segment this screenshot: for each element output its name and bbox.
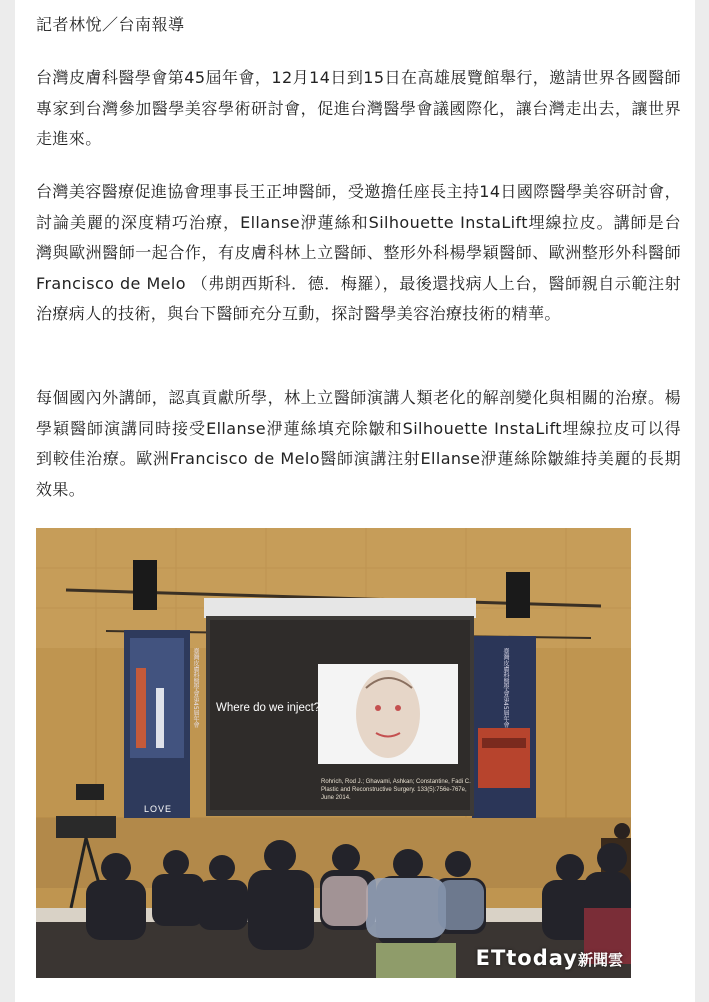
banner-love-text: LOVE: [144, 804, 173, 814]
article-byline: 記者林悅／台南報導: [36, 15, 185, 34]
article-paragraph-1: 台灣皮膚科醫學會第45屆年會，12月14日到15日在高雄展覽館舉行，邀請世界各國醫師專家到台灣參加醫學美容學術研討會，促進台灣醫學會議國際化，讓台灣走出去，讓世界走進來。: [36, 68, 681, 148]
article-card: [15, 0, 695, 1002]
banner-left-text: 臺灣皮膚科醫學會第45屆年會: [192, 648, 199, 728]
conference-photo-illustration: [36, 528, 631, 978]
slide-citation: Rohrich, Rod J.; Ghavami, Ashkan; Constantine, Fadi C. Plastic and Reconstructive Surgery. 133(5):756e-767e, June 2014.: [321, 779, 471, 801]
watermark-brand: ETtoday: [475, 946, 578, 970]
conference-photo: [36, 528, 631, 978]
ettoday-watermark: [476, 946, 623, 970]
watermark-sub: 新聞雲: [577, 951, 623, 969]
article-paragraph-2: 台灣美容醫療促進協會理事長王正坤醫師，受邀擔任座長主持14日國際醫學美容研討會，討論美麗的深度精巧治療，Ellanse洢蓮絲和Silhouette InstaLift埋線拉皮。講師是台灣與歐洲醫師一起合作，有皮膚科林上立醫師、整形外科楊學穎醫師、歐洲整形外科醫師Francisco de Melo （弗朗西斯科．德．梅羅），最後還找病人上台，醫師親自示範注射治療病人的技術，與台下醫師充分互動，探討醫學美容治療技術的精華。: [36, 182, 681, 323]
slide-title: Where do we inject?: [216, 702, 321, 714]
article-paragraph-3: 每個國內外講師，認真貢獻所學，林上立醫師演講人類老化的解剖變化與相關的治療。楊學穎醫師演講同時接受Ellanse洢蓮絲填充除皺和Silhouette InstaLift埋線拉皮可以得到較佳治療。歐洲Francisco de Melo醫師演講注射Ellanse洢蓮絲除皺維持美麗的長期效果。: [36, 388, 681, 499]
banner-right-text: 臺灣皮膚科醫學會第45屆年會: [502, 648, 509, 728]
